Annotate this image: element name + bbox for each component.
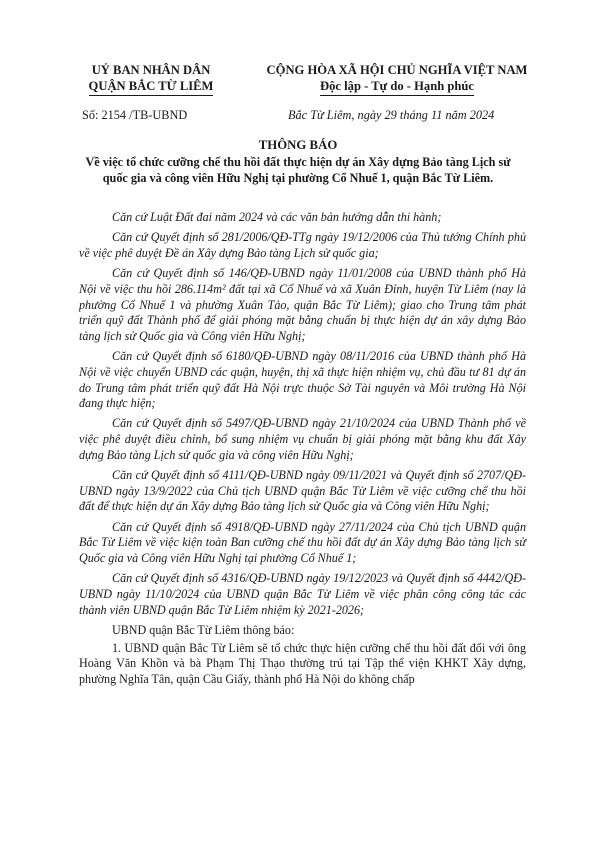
announcement-intro: UBND quận Bắc Từ Liêm thông báo: — [112, 622, 295, 637]
authority-name: QUẬN BẮC TỪ LIÊM — [89, 78, 214, 96]
nation-motto — [232, 78, 562, 96]
subject-line-2: quốc gia và công viên Hữu Nghị tại phường Cổ Nhuế 1, quận Bắc Từ Liêm. — [102, 171, 494, 185]
legal-basis-2: Căn cứ Quyết định số 281/2006/QĐ-TTg ngày 19/12/2006 của Thủ tướng Chính phủ về việc phê duyệt Đề án Xây dựng Bảo tàng Lịch sử quốc gia; — [79, 230, 526, 260]
legal-basis-6: Căn cứ Quyết định số 4111/QĐ-UBND ngày 09/11/2021 và Quyết định số 2707/QĐ-UBND ngày 13/9/2022 của Chủ tịch UBND quận Bắc Từ Liêm về việc cưỡng chế thu hồi đất để thực hiện dự án Xây dựng Bảo tàng lịch sử Quốc gia và Công viên Hữu Nghị; — [79, 468, 526, 514]
national-heading — [232, 62, 562, 96]
motto-text: Độc lập - Tự do - Hạnh phúc — [320, 78, 474, 96]
authority-line-2 — [66, 78, 236, 96]
announcement-item-1: 1. UBND quận Bắc Từ Liêm sẽ tổ chức thực hiện cưỡng chế thu hồi đất đối với ông Hoàng Văn Khồn và bà Phạm Thị Thạo thường trú tại Tập thể viện KHKT Xây dựng, phường Nghĩa Tân, quận Cầu Giấy, thành phố Hà Nội do không chấp — [79, 640, 526, 686]
nation-line-1: CỘNG HÒA XÃ HỘI CHỦ NGHĨA VIỆT NAM — [266, 63, 528, 77]
document-body — [79, 210, 526, 692]
authority-line-1: UỶ BAN NHÂN DÂN — [91, 63, 211, 77]
document-number: Số: 2154 /TB-UBND — [82, 108, 188, 122]
document-subject — [44, 154, 552, 186]
issuing-authority — [66, 62, 236, 96]
legal-basis-7: Căn cứ Quyết định số 4918/QĐ-UBND ngày 27/11/2024 của Chủ tịch UBND quận Bắc Từ Liêm về việc kiện toàn Ban cưỡng chế thu hồi đất dự án Xây dựng Bảo tàng lịch sử Quốc gia và Công viên Hữu Nghị tại phường Cổ Nhuế 1; — [79, 519, 526, 566]
document-title: THÔNG BÁO — [258, 138, 338, 152]
subject-line-1: Về việc tổ chức cưỡng chế thu hồi đất thực hiện dự án Xây dựng Bảo tàng Lịch sử — [85, 155, 511, 169]
legal-basis-4: Căn cứ Quyết định số 6180/QĐ-UBND ngày 08/11/2016 của UBND thành phố Hà Nội về việc chuyển UBND các quận, huyện, thị xã thực hiện nhiệm vụ, chủ đầu tư 81 dự án do Trung tâm phát triển quỹ đất Hà Nội trực thuộc Sở Tài nguyên và Môi trường Hà Nội đang thực hiện; — [79, 349, 526, 411]
place-and-date: Bắc Từ Liêm, ngày 29 tháng 11 năm 2024 — [288, 108, 495, 122]
legal-basis-5: Căn cứ Quyết định số 5497/QĐ-UBND ngày 21/10/2024 của UBND Thành phố về việc phê duyệt điều chỉnh, bổ sung nhiệm vụ chuẩn bị giải phóng mặt bằng khu đất Xây dựng Bảo tàng Lịch sử quốc gia và công viên Hữu Nghị; — [79, 416, 526, 462]
legal-basis-8: Căn cứ Quyết định số 4316/QĐ-UBND ngày 19/12/2023 và Quyết định số 4442/QĐ-UBND ngày 11/10/2024 của UBND quận Bắc Từ Liêm về việc phân công công tác các thành viên UBND quận Bắc Từ Liêm nhiệm kỳ 2021-2026; — [79, 571, 526, 617]
legal-basis-3: Căn cứ Quyết định số 146/QĐ-UBND ngày 11/01/2008 của UBND thành phố Hà Nội về việc thu hồi 286.114m² đất tại xã Cổ Nhuế và xã Xuân Đỉnh, huyện Từ Liêm (nay là phường Cổ Nhuế 1 và phường Xuân Tảo, quận Bắc Từ Liêm); giao cho Trung tâm phát triển quỹ đất Thành phố để giải phóng mặt bằng chuẩn bị thực hiện dự án xây dựng Bảo tàng lịch sử Quốc gia và Công viên Hữu Nghị; — [79, 266, 526, 343]
legal-basis-1: Căn cứ Luật Đất đai năm 2024 và các văn bản hướng dẫn thi hành; — [112, 210, 442, 224]
